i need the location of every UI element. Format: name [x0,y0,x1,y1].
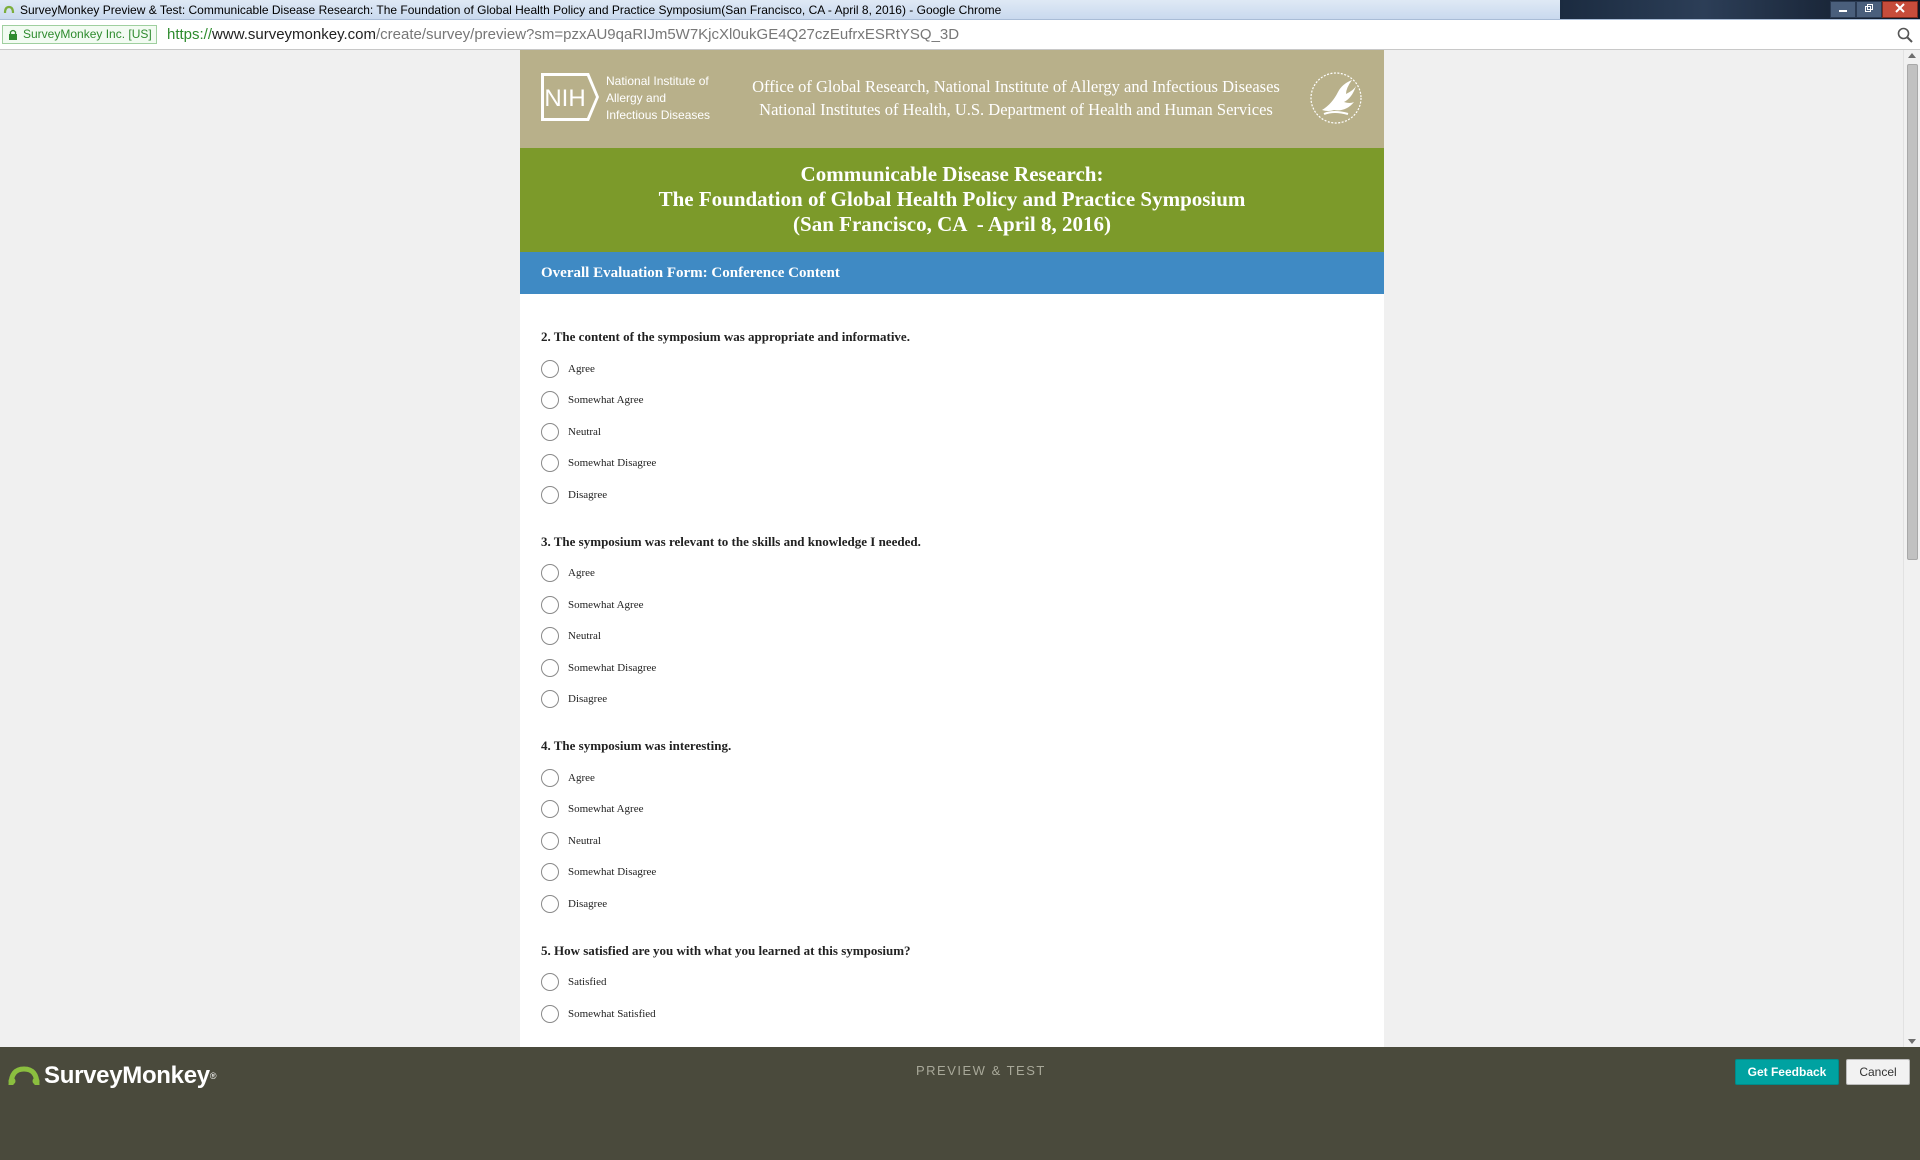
surveymonkey-favicon-icon [3,4,15,16]
answer-option[interactable] [541,652,1384,684]
minimize-button[interactable] [1830,1,1856,18]
radio-button[interactable] [541,800,559,818]
restore-button[interactable] [1856,1,1882,18]
answer-option[interactable] [541,967,1384,999]
vertical-scrollbar[interactable] [1903,50,1920,1047]
surveymonkey-logo-icon [8,1063,40,1089]
nih-institute-name [606,73,716,124]
answer-option[interactable] [541,558,1384,590]
office-heading [720,75,1312,121]
preview-test-label: PREVIEW & TEST [916,1063,1046,1078]
radio-button[interactable] [541,564,559,582]
surveymonkey-logo-text: SurveyMonkey [44,1062,210,1089]
answer-option[interactable] [541,998,1384,1030]
header-banner [520,50,1384,148]
answer-option[interactable] [541,825,1384,857]
radio-button[interactable] [541,423,559,441]
option-label[interactable]: Somewhat Agree [568,598,644,611]
office-line-2: National Institutes of Health, U.S. Department of Health and Human Services [759,100,1273,119]
window-title-bar [0,0,1920,20]
registered-mark: ® [209,1071,217,1081]
radio-button[interactable] [541,596,559,614]
question-title: 4. The symposium was interesting. [541,738,732,753]
page-section-title: Overall Evaluation Form: Conference Content [520,252,1384,294]
radio-button[interactable] [541,832,559,850]
radio-button[interactable] [541,863,559,881]
scroll-up-arrow-icon[interactable] [1908,53,1916,58]
url-field[interactable] [167,25,959,45]
surveymonkey-logo [8,1060,216,1092]
answer-option[interactable] [541,385,1384,417]
ssl-badge[interactable] [2,25,157,44]
answer-option[interactable] [541,762,1384,794]
question-5 [541,942,1384,1030]
radio-button[interactable] [541,659,559,677]
hhs-seal-icon [1308,70,1364,126]
question-4 [541,737,1384,920]
cancel-button[interactable]: Cancel [1846,1059,1910,1085]
radio-button[interactable] [541,769,559,787]
option-label[interactable]: Somewhat Disagree [568,866,657,879]
option-label[interactable]: Somewhat Agree [568,803,644,816]
radio-button[interactable] [541,690,559,708]
ssl-badge-label: SurveyMonkey Inc. [US] [23,27,152,41]
option-label[interactable]: Neutral [568,630,601,643]
restore-icon [1864,3,1874,13]
answer-option[interactable] [541,353,1384,385]
radio-button[interactable] [541,973,559,991]
nih-line-2: Allergy and [606,91,667,105]
minimize-icon [1838,3,1848,13]
nih-line-3: Infectious Diseases [606,108,711,122]
close-window-button[interactable] [1882,1,1918,18]
radio-button[interactable] [541,1005,559,1023]
option-label[interactable]: Neutral [568,425,601,438]
answer-option[interactable] [541,416,1384,448]
radio-button[interactable] [541,454,559,472]
url-path: /create/survey/preview?sm=pzxAU9qaRIJm5W7KjcXl0ukGE4Q27czEufrxESRtYSQ_3D [375,26,960,43]
questions-list [520,294,1384,1030]
question-title: 2. The content of the symposium was appropriate and informative. [541,329,910,344]
answer-option[interactable] [541,857,1384,889]
radio-button[interactable] [541,895,559,913]
page-viewport[interactable] [0,50,1920,1047]
radio-button[interactable] [541,391,559,409]
option-label[interactable]: Disagree [568,897,608,910]
nih-logo-text: NIH [544,85,586,112]
radio-button[interactable] [541,486,559,504]
url-host: www.surveymonkey.com [212,26,376,43]
office-line-1: Office of Global Research, National Institute of Allergy and Infectious Diseases [752,77,1280,96]
answer-option[interactable] [541,589,1384,621]
answer-option[interactable] [541,621,1384,653]
nih-line-1: National Institute of [606,74,709,88]
option-label[interactable]: Somewhat Disagree [568,457,657,470]
preview-footer-bar [0,1047,1920,1160]
option-label[interactable]: Agree [568,362,595,375]
option-label[interactable]: Satisfied [568,976,607,989]
question-3 [541,533,1384,716]
window-title: SurveyMonkey Preview & Test: Communicable Disease Research: The Foundation of Global Health Policy and Practice Symposium(San Francisco, CA - April 8, 2016) - Google Chrome [20,3,1002,17]
survey-title-line-2: The Foundation of Global Health Policy and Practice Symposium [658,187,1246,211]
answer-option[interactable] [541,448,1384,480]
survey-title-line-1: Communicable Disease Research: [800,162,1104,186]
option-label[interactable]: Agree [568,567,595,580]
option-label[interactable]: Neutral [568,834,601,847]
answer-option[interactable] [541,479,1384,511]
question-2 [541,328,1384,511]
answer-option[interactable] [541,794,1384,826]
nih-logo-icon [541,73,601,121]
radio-button[interactable] [541,360,559,378]
option-label[interactable]: Agree [568,771,595,784]
survey-container [520,50,1384,1047]
url-scheme: https:// [167,26,213,43]
get-feedback-button[interactable]: Get Feedback [1735,1059,1839,1085]
option-label[interactable]: Somewhat Disagree [568,661,657,674]
survey-title-banner [520,148,1384,252]
search-icon[interactable] [1896,26,1914,44]
option-label[interactable]: Somewhat Agree [568,394,644,407]
option-label[interactable]: Disagree [568,693,608,706]
question-title: 3. The symposium was relevant to the skills and knowledge I needed. [541,533,921,549]
survey-title-line-3: (San Francisco, CA - April 8, 2016) [793,212,1111,236]
close-icon [1895,3,1905,13]
radio-button[interactable] [541,627,559,645]
question-title: 5. How satisfied are you with what you learned at this symposium? [541,942,911,958]
lock-icon [8,29,18,40]
option-label[interactable]: Somewhat Satisfied [568,1007,656,1020]
option-label[interactable]: Disagree [568,488,608,501]
answer-option[interactable] [541,888,1384,920]
answer-option[interactable] [541,684,1384,716]
scrollbar-thumb[interactable] [1907,64,1918,560]
scroll-down-arrow-icon[interactable] [1908,1039,1916,1044]
address-bar[interactable] [0,20,1920,50]
